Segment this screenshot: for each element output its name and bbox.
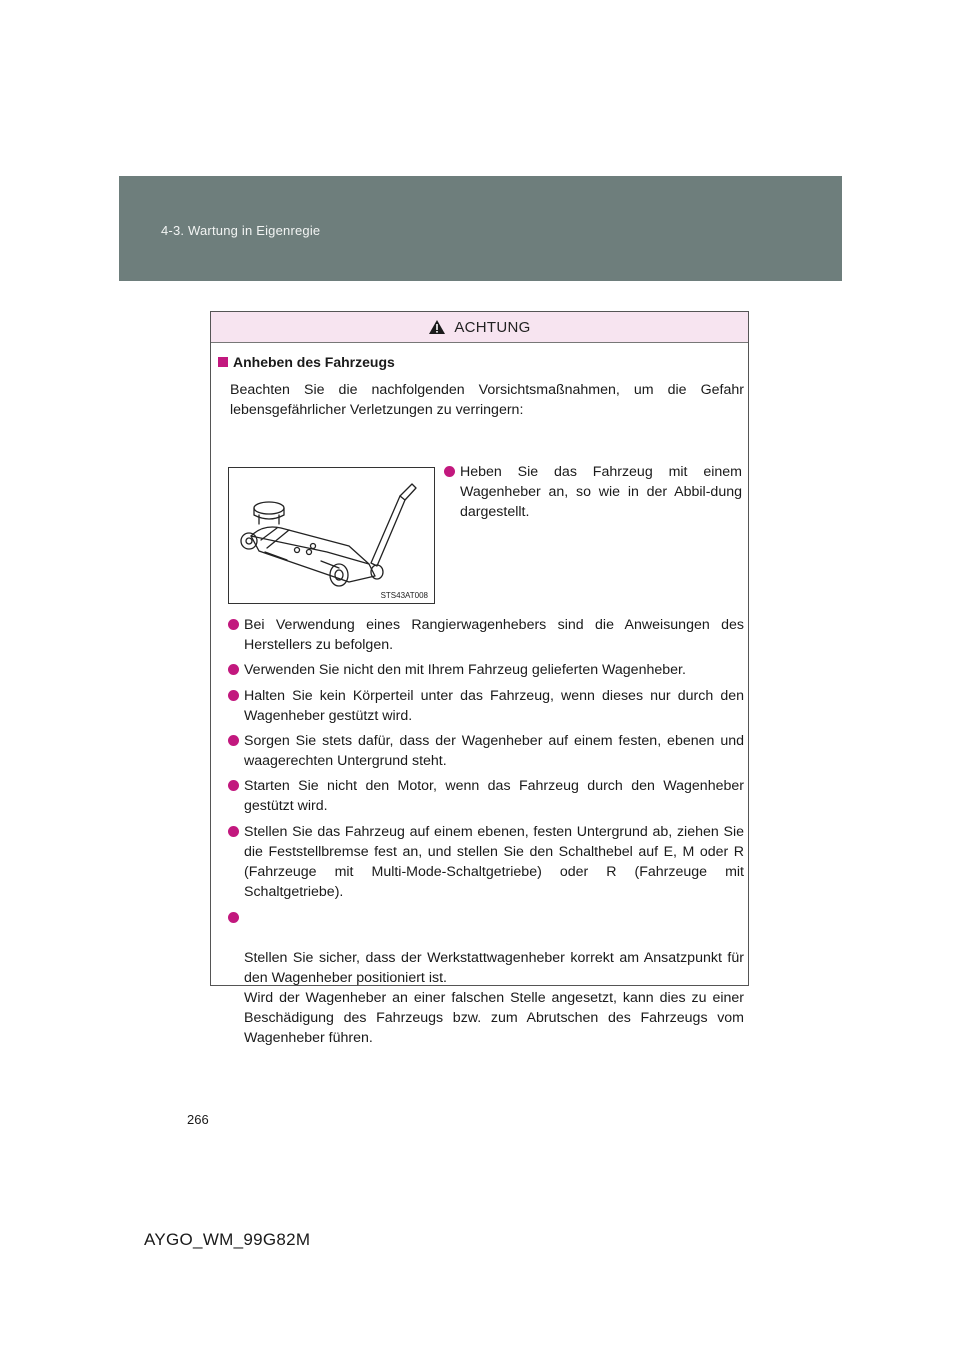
warning-triangle-icon [428, 319, 446, 335]
page-number: 266 [187, 1112, 209, 1127]
list-item [228, 776, 744, 816]
jack-illustration [228, 467, 435, 604]
caution-heading-text: Anheben des Fahrzeugs [233, 354, 395, 370]
list-item [228, 908, 744, 1068]
section-header-band [119, 176, 842, 281]
list-item-text: Verwenden Sie nicht den mit Ihrem Fahrzeug gelieferten Wagenheber. [244, 662, 686, 678]
caution-box [210, 311, 749, 1046]
list-item [228, 660, 744, 680]
bullet-dot-icon [228, 780, 239, 791]
list-item [444, 462, 742, 522]
bullet-dot-icon [228, 619, 239, 630]
caution-content [211, 343, 748, 1046]
caution-heading [218, 354, 395, 370]
bullet-dot-icon [444, 466, 455, 477]
bullet-dot-icon [228, 912, 239, 923]
list-item [228, 686, 744, 726]
list-item-text: Heben Sie das Fahrzeug mit einem Wagenheber an, so wie in der Abbil-dung dargestellt. [460, 464, 742, 520]
section-title: 4-3. Wartung in Eigenregie [161, 223, 321, 238]
figure-code: STS43AT008 [380, 591, 428, 600]
caution-header [211, 312, 748, 343]
list-item [228, 731, 744, 771]
floor-jack-icon [229, 468, 434, 603]
list-item-text: Stellen Sie sicher, dass der Werkstattwagenheber korrekt am Ansatzpunkt für den Wagenheber positioniert ist. Wird der Wagenheber an einer falschen Stelle angesetzt, kann dies zu einer Beschädigung des Fahrzeugs bzw. zum Abrutschen des Fahrzeugs vom Wagenheber führen. [244, 950, 744, 1046]
list-item-text: Starten Sie nicht den Motor, wenn das Fahrzeug durch den Wagenheber gestützt wird. [244, 778, 744, 814]
document-id: AYGO_WM_99G82M [144, 1230, 311, 1249]
list-item [228, 615, 744, 655]
caution-intro: Beachten Sie die nachfolgenden Vorsichtsmaßnahmen, um die Gefahr lebensgefährlicher Verletzungen zu verringern: [230, 382, 744, 418]
list-item-text: Bei Verwendung eines Rangierwagenhebers sind die Anweisungen des Herstellers zu befolgen. [244, 617, 744, 653]
bullet-dot-icon [228, 664, 239, 675]
square-bullet-icon [218, 357, 228, 367]
list-item-text: Stellen Sie das Fahrzeug auf einem ebenen, festen Untergrund ab, ziehen Sie die Feststellbremse fest an, und stellen Sie den Schalthebel auf E, M oder R (Fahrzeuge mit Multi-Mode-Schaltgetriebe) oder R (Fahrzeuge mit Schaltgetriebe). [244, 824, 744, 900]
list-item [228, 822, 744, 902]
bullet-dot-icon [228, 735, 239, 746]
bullet-dot-icon [228, 690, 239, 701]
bullet-dot-icon [228, 826, 239, 837]
list-item-text: Sorgen Sie stets dafür, dass der Wagenheber auf einem festen, ebenen und waagerechten Untergrund steht. [244, 733, 744, 769]
caution-label: ACHTUNG [454, 318, 531, 336]
list-item-text: Halten Sie kein Körperteil unter das Fahrzeug, wenn dieses nur durch den Wagenheber gestützt wird. [244, 688, 744, 724]
